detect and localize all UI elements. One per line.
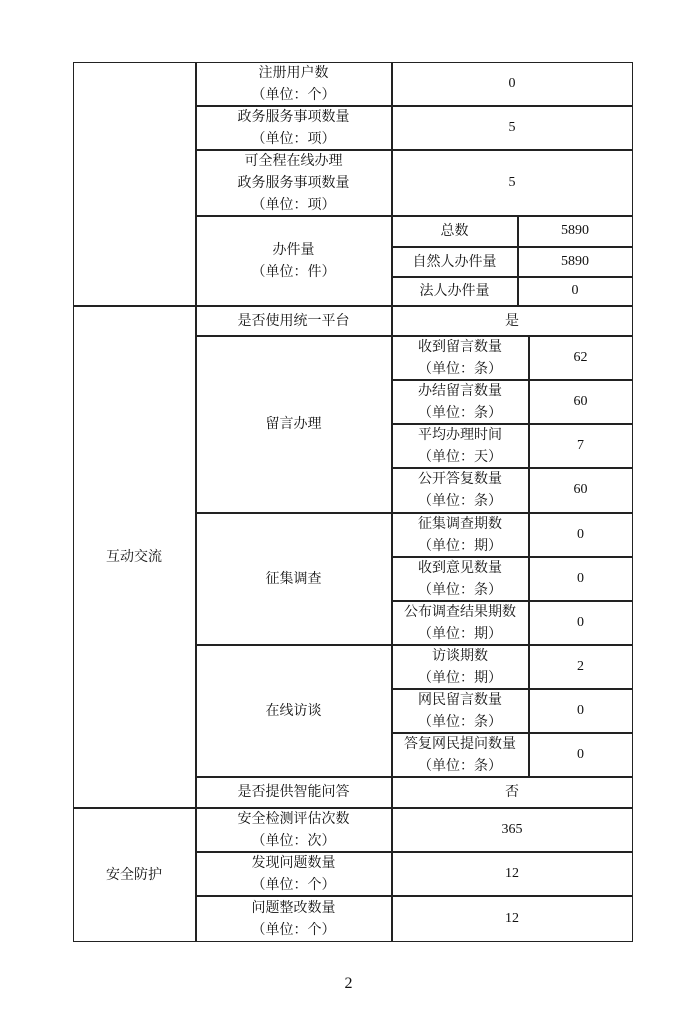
messages-row-label: 办结留言数量 （单位：条） (392, 380, 529, 424)
section-security-label: 安全防护 (106, 866, 162, 883)
interview-row-value: 0 (529, 689, 633, 733)
section-interaction-label: 互动交流 (106, 548, 162, 565)
online-items-label: 可全程在线办理 政务服务事项数量 （单位：项） (196, 150, 392, 216)
smart-qa-value: 否 (392, 777, 633, 808)
messages-row-value: 7 (529, 424, 633, 468)
registered-users-value: 0 (392, 62, 633, 106)
security-row-label: 问题整改数量 （单位：个） (196, 896, 392, 942)
interview-row-value: 0 (529, 733, 633, 777)
messages-row-label: 平均办理时间 （单位：天） (392, 424, 529, 468)
volume-natural-value: 5890 (518, 247, 633, 277)
survey-row-value: 0 (529, 557, 633, 601)
volume-total-label: 总数 (392, 216, 518, 247)
interview-row-label: 网民留言数量 （单位：条） (392, 689, 529, 733)
survey-group: 征集调查 (196, 513, 392, 645)
security-row-value: 12 (392, 896, 633, 942)
survey-row-label: 收到意见数量 （单位：条） (392, 557, 529, 601)
security-row-label: 发现问题数量 （单位：个） (196, 852, 392, 896)
volume-natural-label: 自然人办件量 (392, 247, 518, 277)
messages-group: 留言办理 (196, 336, 392, 513)
security-row-value: 365 (392, 808, 633, 852)
section-service-blank (73, 62, 196, 306)
volume-legal-label: 法人办件量 (392, 277, 518, 306)
smart-qa-label: 是否提供智能问答 (196, 777, 392, 808)
volume-total-value: 5890 (518, 216, 633, 247)
security-row-value: 12 (392, 852, 633, 896)
interview-row-label: 访谈期数 （单位：期） (392, 645, 529, 689)
messages-row-value: 60 (529, 380, 633, 424)
volume-legal-value: 0 (518, 277, 633, 306)
section-interaction (73, 306, 196, 808)
messages-row-value: 62 (529, 336, 633, 380)
service-items-value: 5 (392, 106, 633, 150)
messages-row-value: 60 (529, 468, 633, 513)
page-number: 2 (344, 975, 353, 992)
survey-row-label: 征集调查期数 （单位：期） (392, 513, 529, 557)
interview-row-value: 2 (529, 645, 633, 689)
interview-group: 在线访谈 (196, 645, 392, 777)
survey-row-value: 0 (529, 601, 633, 645)
unified-platform-value: 是 (392, 306, 633, 336)
survey-row-label: 公布调查结果期数 （单位：期） (392, 601, 529, 645)
volume-label: 办件量 （单位：件） (196, 216, 392, 306)
online-items-value: 5 (392, 150, 633, 216)
registered-users-label: 注册用户数 （单位：个） (196, 62, 392, 106)
security-row-label: 安全检测评估次数 （单位：次） (196, 808, 392, 852)
unified-platform-label: 是否使用统一平台 (196, 306, 392, 336)
interview-row-label: 答复网民提问数量 （单位：条） (392, 733, 529, 777)
service-items-label: 政务服务事项数量 （单位：项） (196, 106, 392, 150)
section-security (73, 808, 196, 942)
survey-row-value: 0 (529, 513, 633, 557)
messages-row-label: 公开答复数量 （单位：条） (392, 468, 529, 513)
messages-row-label: 收到留言数量 （单位：条） (392, 336, 529, 380)
